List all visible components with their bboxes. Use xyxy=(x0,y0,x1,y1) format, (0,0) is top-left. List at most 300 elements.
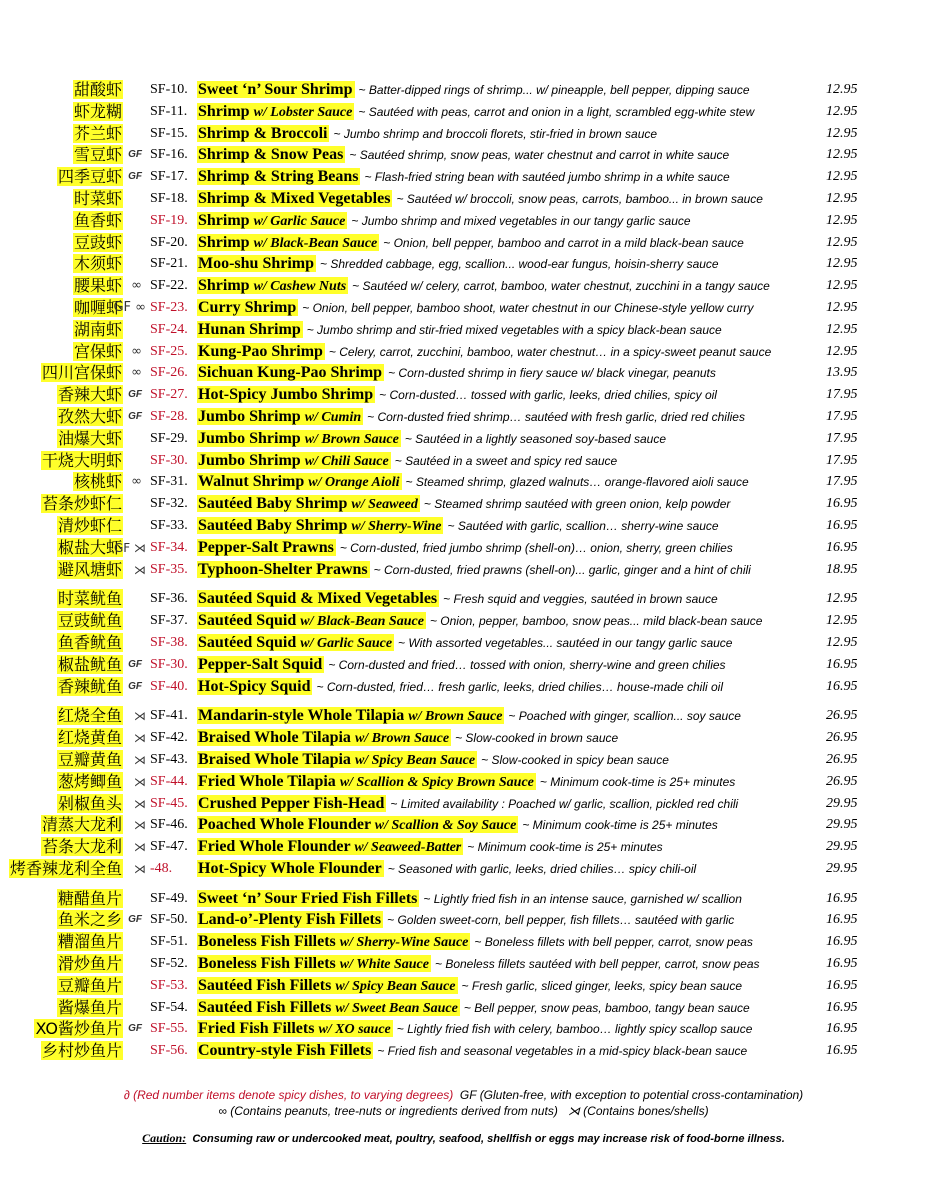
item-description-line xyxy=(197,515,818,537)
item-description-line xyxy=(197,319,818,341)
dish-description: ~ Shredded cabbage, egg, scallion... wood-ear fungus, hoisin-sherry sauce xyxy=(320,257,719,272)
item-code: SF-41. xyxy=(150,708,188,724)
dish-name-main: Land-o’-Plenty Fish Fillets xyxy=(198,911,382,929)
dish-name xyxy=(197,729,451,746)
chinese-name: 烤香辣龙利全鱼 xyxy=(9,858,122,878)
dietary-marker: ⋊ xyxy=(134,709,146,724)
item-code: SF-45. xyxy=(150,795,188,811)
price: 12.95 xyxy=(826,169,858,185)
dish-name xyxy=(197,678,312,695)
item-description-line xyxy=(197,232,818,254)
item-code: SF-46. xyxy=(150,817,188,833)
chinese-name: 核桃虾 xyxy=(73,472,122,492)
menu-item xyxy=(0,632,927,654)
dish-name-main: Pepper-Salt Prawns xyxy=(198,538,334,556)
seafood-menu xyxy=(0,79,927,1062)
item-code: SF-51. xyxy=(150,934,188,950)
dish-description: ~ Golden sweet-corn, bell pepper, fish fillets… sautéed with garlic xyxy=(387,913,735,928)
dish-description: ~ Corn-dusted, fried… fresh garlic, leeks, dried chilies… house-made chili oil xyxy=(316,679,723,694)
item-code: SF-11. xyxy=(150,103,188,119)
item-description-line xyxy=(197,632,818,654)
item-description-line xyxy=(197,836,818,858)
dish-name-sauce: w/ Black-Bean Sauce xyxy=(253,235,378,251)
dish-name-sauce: w/ Spicy Bean Sauce xyxy=(335,978,456,994)
chinese-name: 葱烤鲫鱼 xyxy=(57,771,122,791)
dish-description: ~ Poached with ginger, scallion... soy sauce xyxy=(508,709,741,724)
section-divider xyxy=(0,697,927,705)
item-code: SF-30. xyxy=(150,656,188,672)
dish-name-sauce: w/ Brown Sauce xyxy=(354,731,450,747)
item-description-line xyxy=(197,210,818,232)
dish-description: ~ Jumbo shrimp and mixed vegetables in our tangy garlic sauce xyxy=(351,213,691,228)
chinese-name: 油爆大虾 xyxy=(57,428,122,448)
dietary-marker: GF xyxy=(128,1023,142,1035)
dish-name-main: Hunan Shrimp xyxy=(198,320,301,338)
menu-item xyxy=(0,362,927,384)
dietary-marker: ∞ xyxy=(131,365,142,381)
chinese-name: 鱼香鱿鱼 xyxy=(57,632,122,652)
item-description-line xyxy=(197,858,818,880)
chinese-name: 咖喱虾 xyxy=(73,297,122,317)
menu-item xyxy=(0,384,927,406)
chinese-name: 木须虾 xyxy=(73,254,122,274)
price: 16.95 xyxy=(826,1021,858,1037)
dish-name-main: Fried Whole Flounder xyxy=(198,838,351,856)
item-code: SF-52. xyxy=(150,956,188,972)
menu-item xyxy=(0,888,927,910)
dish-name-main: Sweet ‘n’ Sour Shrimp xyxy=(198,81,353,98)
menu-item xyxy=(0,836,927,858)
dish-name-main: Sautéed Squid xyxy=(198,633,297,651)
dish-name xyxy=(197,1020,393,1037)
dish-description: ~ Fresh garlic, sliced ginger, leeks, spicy bean sauce xyxy=(461,978,742,993)
item-description-line xyxy=(197,450,818,472)
menu-item xyxy=(0,588,927,610)
menu-item xyxy=(0,515,927,537)
chinese-name: 香辣大虾 xyxy=(57,385,122,405)
dish-name xyxy=(197,751,477,768)
chinese-name: 宫保虾 xyxy=(73,341,122,361)
item-description-line xyxy=(197,493,818,515)
item-code: SF-50. xyxy=(150,912,188,928)
dish-name-main: Fried Whole Tilapia xyxy=(198,772,336,790)
item-code: SF-15. xyxy=(150,125,188,141)
item-description-line xyxy=(197,1018,818,1040)
menu-item xyxy=(0,123,927,145)
price: 16.95 xyxy=(826,977,858,993)
item-description-line xyxy=(197,654,818,676)
menu-item xyxy=(0,676,927,698)
dish-description: ~ Steamed shrimp sautéed with green onion, kelp powder xyxy=(423,497,731,512)
item-code: SF-22. xyxy=(150,278,188,294)
item-code: SF-44. xyxy=(150,773,188,789)
item-description-line xyxy=(197,749,818,771)
section-divider xyxy=(0,580,927,588)
dish-name xyxy=(197,321,303,338)
dish-name-main: Shrimp & Broccoli xyxy=(198,124,328,142)
menu-item xyxy=(0,232,927,254)
dish-name-sauce: w/ Scallion & Spicy Brown Sauce xyxy=(339,774,534,790)
price: 12.95 xyxy=(826,343,858,359)
caution-label: Caution: xyxy=(142,1131,187,1145)
dish-name-main: Shrimp & String Beans xyxy=(198,168,359,186)
price: 16.95 xyxy=(826,678,858,694)
item-code: SF-35. xyxy=(150,561,188,577)
dietary-marker: GF xyxy=(128,171,142,183)
price: 29.95 xyxy=(826,839,858,855)
menu-item xyxy=(0,953,927,975)
chinese-name: 干烧大明虾 xyxy=(41,450,122,470)
dish-description: ~ Celery, carrot, zucchini, bamboo, water chestnut… in a spicy-sweet peanut sauce xyxy=(328,344,772,359)
item-code: SF-55. xyxy=(150,1021,188,1037)
dish-name xyxy=(197,452,391,469)
dish-description: ~ Minimum cook-time is 25+ minutes xyxy=(539,774,736,789)
price: 12.95 xyxy=(826,103,858,119)
chinese-name: 虾龙糊 xyxy=(73,101,122,121)
dish-name-main: Sautéed Fish Fillets xyxy=(198,998,332,1016)
dish-description: ~ Slow-cooked in brown sauce xyxy=(455,731,619,746)
dish-name xyxy=(197,911,383,928)
chinese-name: 苔条炒虾仁 xyxy=(41,494,122,514)
chinese-name: 糟溜鱼片 xyxy=(57,932,122,952)
item-code: SF-56. xyxy=(150,1043,188,1059)
dish-name-sauce: w/ Sherry-Wine xyxy=(351,518,442,534)
price: 16.95 xyxy=(826,956,858,972)
dish-description: ~ Onion, bell pepper, bamboo and carrot in a mild black-bean sauce xyxy=(383,235,744,250)
dish-name xyxy=(197,299,298,316)
dish-name-main: Jumbo Shrimp xyxy=(198,407,301,425)
price: 29.95 xyxy=(826,817,858,833)
dish-name-main: Kung-Pao Shrimp xyxy=(198,342,323,360)
dish-name xyxy=(197,707,504,724)
dish-name xyxy=(197,81,355,98)
price: 29.95 xyxy=(826,795,858,811)
menu-item xyxy=(0,275,927,297)
dish-description: ~ Corn-dusted shrimp in fiery sauce w/ black vinegar, peanuts xyxy=(388,366,716,381)
item-code: SF-16. xyxy=(150,147,188,163)
dish-name-sauce: w/ Lobster Sauce xyxy=(253,104,353,120)
dish-description: ~ Seasoned with garlic, leeks, dried chilies… spicy chili-oil xyxy=(387,861,697,876)
item-description-line xyxy=(197,384,818,406)
item-description-line xyxy=(197,588,818,610)
dish-description: ~ Sautéed in a sweet and spicy red sauce xyxy=(394,453,618,468)
price: 12.95 xyxy=(826,125,858,141)
dish-description: ~ Corn-dusted… tossed with garlic, leeks, dried chilies, spicy oil xyxy=(379,388,717,403)
dish-name xyxy=(197,495,420,512)
chinese-name: 清炒虾仁 xyxy=(57,515,122,535)
menu-item xyxy=(0,610,927,632)
dish-description: ~ Batter-dipped rings of shrimp... w/ pineapple, bell pepper, dipping sauce xyxy=(358,83,750,97)
chinese-name: 滑炒鱼片 xyxy=(57,954,122,974)
chinese-name: 豆豉虾 xyxy=(73,232,122,252)
item-code: SF-29. xyxy=(150,430,188,446)
dietary-marker: ⋊ xyxy=(134,840,146,855)
dish-description: ~ Onion, bell pepper, bamboo shoot, water chestnut in our Chinese-style yellow curry xyxy=(302,300,754,315)
item-code: SF-31. xyxy=(150,474,188,490)
item-description-line xyxy=(197,297,818,319)
dish-name-main: Poached Whole Flounder xyxy=(198,816,371,834)
chinese-name: 鱼米之乡 xyxy=(57,910,122,930)
item-code: SF-38. xyxy=(150,634,188,650)
price: 16.95 xyxy=(826,656,858,672)
dish-name xyxy=(197,212,347,229)
dish-name-main: Moo-shu Shrimp xyxy=(198,255,315,273)
dish-name xyxy=(197,634,394,651)
dish-description: ~ Lightly fried fish with celery, bamboo… lightly spicy scallop sauce xyxy=(396,1022,753,1037)
item-description-line xyxy=(197,997,818,1019)
price: 16.95 xyxy=(826,496,858,512)
chinese-name: 糖醋鱼片 xyxy=(57,888,122,908)
dish-name-sauce: w/ Spicy Bean Sauce xyxy=(354,752,476,768)
dietary-marker: GF ⋊ xyxy=(113,540,146,555)
chinese-name: 清蒸大龙利 xyxy=(41,815,122,835)
item-description-line xyxy=(197,771,818,793)
menu-item xyxy=(0,319,927,341)
item-code: SF-43. xyxy=(150,751,188,767)
dish-name xyxy=(197,977,458,994)
dish-name xyxy=(197,612,426,629)
chinese-name: 避风塘虾 xyxy=(57,559,122,579)
dish-name xyxy=(197,816,518,833)
dietary-marker: GF xyxy=(128,389,142,401)
caution-text: Consuming raw or undercooked meat, poultry, seafood, shellfish or eggs may increase risk of food-borne illness. xyxy=(192,1133,785,1145)
dish-description: ~ Sautéed in a lightly seasoned soy-based sauce xyxy=(404,431,667,446)
price: 12.95 xyxy=(826,299,858,315)
dish-description: ~ Limited availability : Poached w/ garlic, scallion, pickled red chili xyxy=(390,796,739,811)
item-description-line xyxy=(197,406,818,428)
dish-description: ~ Flash-fried string bean with sautéed jumbo shrimp in a white sauce xyxy=(364,170,730,185)
menu-item xyxy=(0,909,927,931)
dish-description: ~ Onion, pepper, bamboo, snow peas... mild black-bean sauce xyxy=(429,614,763,629)
dish-name xyxy=(197,773,536,790)
item-description-line xyxy=(197,471,818,493)
dish-name xyxy=(197,933,470,950)
item-code: SF-23. xyxy=(150,299,188,315)
dish-description: ~ With assorted vegetables... sautéed in our tangy garlic sauce xyxy=(398,635,733,650)
spicy-legend: ∂ (Red number items denote spicy dishes, to varying degrees) xyxy=(123,1088,454,1102)
dish-name xyxy=(197,590,439,607)
dietary-marker: GF xyxy=(128,149,142,161)
dish-name-sauce: w/ Garlic Sauce xyxy=(300,635,393,651)
item-description-line xyxy=(197,931,818,953)
price: 12.95 xyxy=(826,321,858,337)
item-code: SF-53. xyxy=(150,977,188,993)
menu-item xyxy=(0,101,927,123)
dietary-marker: ⋊ xyxy=(134,818,146,833)
dish-description: ~ Fried fish and seasonal vegetables in a mid-spicy black-bean sauce xyxy=(377,1044,748,1059)
dish-name-main: Shrimp & Snow Peas xyxy=(198,146,344,164)
item-code: SF-54. xyxy=(150,999,188,1015)
menu-item xyxy=(0,749,927,771)
price: 26.95 xyxy=(826,751,858,767)
dish-name xyxy=(197,103,354,120)
dish-name-main: Fried Fish Fillets xyxy=(198,1020,315,1038)
price: 12.95 xyxy=(826,256,858,272)
item-description-line xyxy=(197,705,818,727)
chinese-name: 红烧全鱼 xyxy=(57,706,122,726)
item-code: SF-30. xyxy=(150,452,188,468)
dish-name-main: Hot-Spicy Squid xyxy=(198,677,311,695)
dish-name-sauce: w/ Cashew Nuts xyxy=(253,279,347,295)
item-code: -48. xyxy=(150,860,173,876)
item-description-line xyxy=(197,793,818,815)
menu-item xyxy=(0,493,927,515)
menu-item xyxy=(0,975,927,997)
dietary-marker: ⋊ xyxy=(134,562,146,577)
dish-name-main: Sautéed Fish Fillets xyxy=(198,976,332,994)
dish-description: ~ Fresh squid and veggies, sautéed in brown sauce xyxy=(443,592,718,607)
dish-description: ~ Slow-cooked in spicy bean sauce xyxy=(481,752,669,767)
dietary-marker: GF xyxy=(128,914,142,926)
dish-name-main: Sautéed Baby Shrimp xyxy=(198,516,348,534)
chinese-name: 豆瓣黄鱼 xyxy=(57,749,122,769)
menu-item xyxy=(0,1040,927,1062)
dish-name-main: Curry Shrimp xyxy=(198,298,297,316)
price: 12.95 xyxy=(826,147,858,163)
dish-name-main: Country-style Fish Fillets xyxy=(198,1042,372,1060)
dish-name-sauce: w/ Seaweed xyxy=(351,497,418,513)
price: 16.95 xyxy=(826,890,858,906)
price: 16.95 xyxy=(826,934,858,950)
item-description-line xyxy=(197,676,818,698)
dish-name-sauce: w/ Black-Bean Sauce xyxy=(300,614,424,630)
dish-description: ~ Sautéed w/ broccoli, snow peas, carrots, bamboo... in brown sauce xyxy=(396,191,763,206)
chinese-name: 鱼香虾 xyxy=(73,210,122,230)
dish-name-main: Typhoon-Shelter Prawns xyxy=(198,560,368,578)
item-description-line xyxy=(197,559,818,581)
chinese-name: 时菜虾 xyxy=(73,188,122,208)
dish-description: ~ Sautéed shrimp, snow peas, water chestnut and carrot in white sauce xyxy=(349,148,730,163)
legend-line-2 xyxy=(0,1103,927,1119)
dish-name-sauce: w/ Chili Sauce xyxy=(304,453,389,469)
menu-item xyxy=(0,997,927,1019)
menu-item xyxy=(0,931,927,953)
menu-item xyxy=(0,705,927,727)
price: 29.95 xyxy=(826,860,858,876)
price: 16.95 xyxy=(826,999,858,1015)
dish-name-main: Braised Whole Tilapia xyxy=(198,750,351,768)
menu-item xyxy=(0,793,927,815)
dish-name-sauce: w/ Brown Sauce xyxy=(408,709,503,725)
item-code: SF-37. xyxy=(150,613,188,629)
item-description-line xyxy=(197,1040,818,1062)
dish-name xyxy=(197,343,325,360)
item-code: SF-40. xyxy=(150,678,188,694)
menu-item xyxy=(0,858,927,880)
menu-item xyxy=(0,253,927,275)
dish-name-main: Boneless Fish Fillets xyxy=(198,933,336,951)
dish-name xyxy=(197,955,431,972)
dish-name xyxy=(197,430,401,447)
item-description-line xyxy=(197,166,818,188)
item-code: SF-27. xyxy=(150,387,188,403)
item-code: SF-26. xyxy=(150,365,188,381)
menu-item xyxy=(0,210,927,232)
dietary-marker: ∞ xyxy=(131,474,142,490)
chinese-name: 酱爆鱼片 xyxy=(57,997,122,1017)
item-description-line xyxy=(197,428,818,450)
dish-description: ~ Minimum cook-time is 25+ minutes xyxy=(467,840,663,855)
price: 17.95 xyxy=(826,387,858,403)
dish-name xyxy=(197,1042,373,1059)
item-code: SF-33. xyxy=(150,517,188,533)
dish-name xyxy=(197,146,345,163)
chinese-name: 椒盐大虾 xyxy=(57,537,122,557)
dietary-marker: GF xyxy=(128,680,142,692)
dish-name-main: Shrimp xyxy=(198,102,250,120)
price: 17.95 xyxy=(826,430,858,446)
item-description-line xyxy=(197,814,818,836)
price: 12.95 xyxy=(826,212,858,228)
dish-name xyxy=(197,838,463,855)
chinese-name: 时菜鱿鱼 xyxy=(57,589,122,609)
dish-name xyxy=(197,517,443,534)
dish-description: ~ Sautéed with peas, carrot and onion in a light, scrambled egg-white stew xyxy=(358,104,755,119)
price: 17.95 xyxy=(826,408,858,424)
dish-description: ~ Lightly fried fish in an intense sauce, garnished w/ scallion xyxy=(423,891,742,906)
dish-name-main: Sichuan Kung-Pao Shrimp xyxy=(198,364,383,382)
dish-name xyxy=(197,255,316,272)
dish-name-main: Hot-Spicy Whole Flounder xyxy=(198,859,382,877)
dish-description: ~ Boneless fillets sautéed with bell pepper, carrot, snow peas xyxy=(434,957,760,972)
chinese-name: 湖南虾 xyxy=(73,319,122,339)
dish-name-sauce: w/ White Sauce xyxy=(339,957,429,973)
menu-item xyxy=(0,450,927,472)
item-code: SF-18. xyxy=(150,190,188,206)
dish-name xyxy=(197,473,402,490)
dish-name-main: Shrimp & Mixed Vegetables xyxy=(198,189,391,207)
dish-description: ~ Jumbo shrimp and broccoli florets, stir-fried in brown sauce xyxy=(333,126,658,141)
item-code: SF-32. xyxy=(150,496,188,512)
chinese-name: 剁椒鱼头 xyxy=(57,793,122,813)
dish-name-main: Sautéed Baby Shrimp xyxy=(198,495,348,513)
dietary-marker: ∞ xyxy=(131,343,142,359)
menu-item xyxy=(0,814,927,836)
chinese-name: 四川宫保虾 xyxy=(41,363,122,383)
item-description-line xyxy=(197,275,818,297)
item-description-line xyxy=(197,953,818,975)
item-code: SF-36. xyxy=(150,591,188,607)
dish-name xyxy=(197,795,386,812)
price: 17.95 xyxy=(826,452,858,468)
chinese-name: 香辣鱿鱼 xyxy=(57,676,122,696)
price: 13.95 xyxy=(826,365,858,381)
item-description-line xyxy=(197,123,818,145)
dish-name xyxy=(197,364,384,381)
item-description-line xyxy=(197,144,818,166)
dish-name xyxy=(197,999,460,1016)
menu-item xyxy=(0,341,927,363)
price: 26.95 xyxy=(826,730,858,746)
item-code: SF-28. xyxy=(150,408,188,424)
dish-name-main: Pepper-Salt Squid xyxy=(198,655,323,673)
dish-name xyxy=(197,125,329,142)
chinese-name: 豆瓣鱼片 xyxy=(57,975,122,995)
price: 18.95 xyxy=(826,561,858,577)
dietary-marker: ∞ xyxy=(131,278,142,294)
dish-name xyxy=(197,860,384,877)
chinese-name: 孜然大虾 xyxy=(57,406,122,426)
chinese-name: 甜酸虾 xyxy=(73,80,122,99)
price: 16.95 xyxy=(826,912,858,928)
item-description-line xyxy=(197,101,818,123)
price: 16.95 xyxy=(826,539,858,555)
chinese-name: 椒盐鱿鱼 xyxy=(57,654,122,674)
menu-item xyxy=(0,297,927,319)
item-code: SF-21. xyxy=(150,256,188,272)
dish-name-sauce: w/ Scallion & Soy Sauce xyxy=(374,818,517,834)
dish-name xyxy=(197,408,363,425)
